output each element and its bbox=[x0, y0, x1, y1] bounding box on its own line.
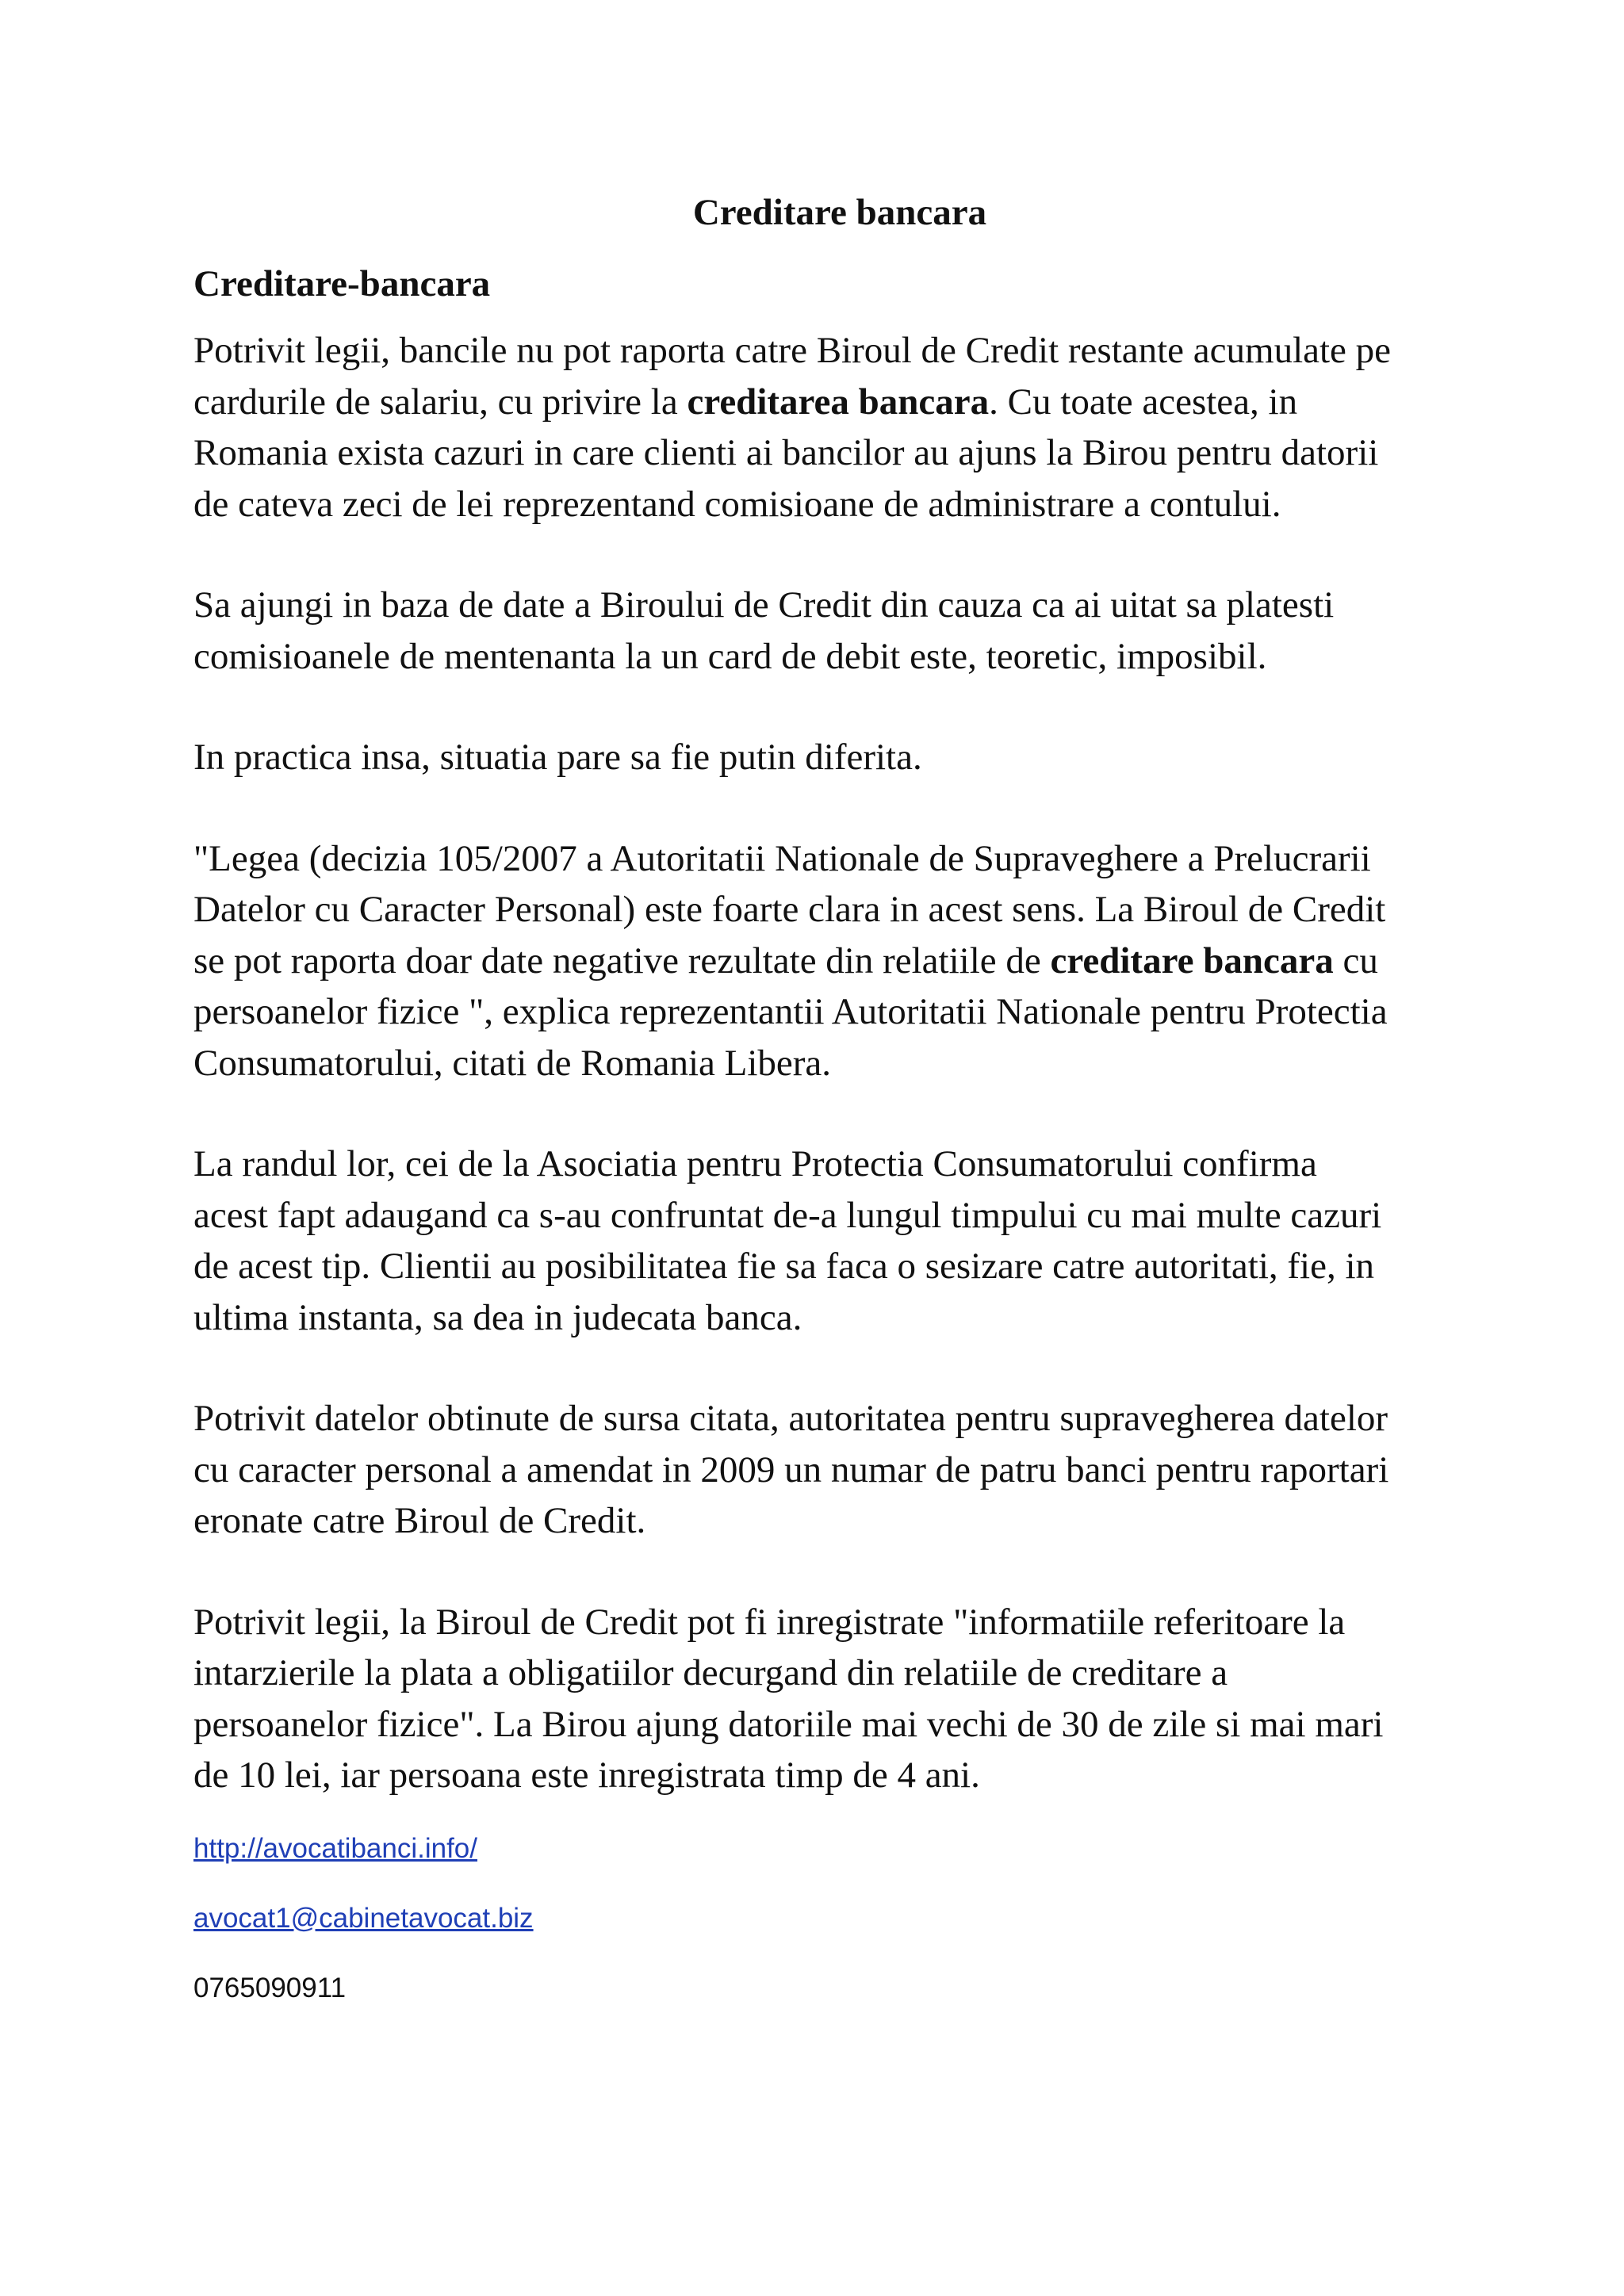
paragraph-line bbox=[193, 1241, 1462, 1292]
paragraph-list bbox=[193, 325, 1462, 1801]
text-segment: acest fapt adaugand ca s-au confruntat de-a lungul timpului cu mai multe cazuri bbox=[193, 1194, 1382, 1236]
paragraph-line bbox=[193, 936, 1462, 987]
bold-keyword: creditare bancara bbox=[1050, 939, 1334, 982]
contact-email bbox=[193, 1900, 1462, 1938]
text-segment: Romania exista cazuri in care clienti ai bancilor au ajuns la Birou pentru datorii bbox=[193, 432, 1379, 473]
text-segment: . Cu toate acestea, in bbox=[989, 381, 1298, 423]
text-segment: ultima instanta, sa dea in judecata banca. bbox=[193, 1296, 802, 1338]
paragraph-line bbox=[193, 1647, 1462, 1699]
body-paragraph bbox=[193, 580, 1462, 682]
website-link[interactable]: http://avocatibanci.info/ bbox=[193, 1832, 477, 1864]
text-segment: se pot raporta doar date negative rezultate din relatiile de bbox=[193, 939, 1051, 982]
text-segment: de cateva zeci de lei reprezentand comisioane de administrare a contului. bbox=[193, 483, 1281, 525]
paragraph-line bbox=[193, 1038, 1462, 1089]
text-segment: eronate catre Biroul de Credit. bbox=[193, 1500, 646, 1541]
paragraph-line bbox=[193, 1190, 1462, 1242]
text-segment: comisioanele de mentenanta la un card de debit este, teoretic, imposibil. bbox=[193, 635, 1267, 677]
paragraph-line bbox=[193, 580, 1462, 631]
paragraph-line bbox=[193, 1393, 1462, 1445]
paragraph-line bbox=[193, 427, 1462, 479]
paragraph-line bbox=[193, 833, 1462, 885]
bold-keyword: creditarea bancara bbox=[687, 381, 990, 423]
paragraph-line bbox=[193, 986, 1462, 1038]
paragraph-line bbox=[193, 1138, 1462, 1190]
paragraph-line bbox=[193, 884, 1462, 936]
document-content bbox=[193, 187, 1462, 2039]
text-segment: cu caracter personal a amendat in 2009 un numar de patru banci pentru raportari bbox=[193, 1448, 1389, 1490]
paragraph-line bbox=[193, 377, 1462, 428]
paragraph-line bbox=[193, 1445, 1462, 1496]
body-paragraph bbox=[193, 833, 1462, 1089]
text-segment: intarzierile la plata a obligatiilor decurgand din relatiile de creditare a bbox=[193, 1652, 1228, 1693]
text-segment: de 10 lei, iar persoana este inregistrata timp de 4 ani. bbox=[193, 1755, 980, 1796]
paragraph-line bbox=[193, 1750, 1462, 1801]
paragraph-line bbox=[193, 1495, 1462, 1547]
email-link[interactable]: avocat1@cabinetavocat.biz bbox=[193, 1902, 534, 1934]
text-segment: La randul lor, cei de la Asociatia pentru Protectia Consumatorului confirma bbox=[193, 1143, 1317, 1184]
text-segment: cardurile de salariu, cu privire la bbox=[193, 381, 688, 423]
body-paragraph bbox=[193, 1393, 1462, 1547]
text-segment: cu bbox=[1333, 939, 1378, 982]
text-segment: Potrivit legii, bancile nu pot raporta catre Biroul de Credit restante acumulate pe bbox=[193, 330, 1392, 371]
text-segment: Datelor cu Caracter Personal) este foarte clara in acest sens. La Biroul de Credit bbox=[193, 889, 1386, 930]
text-segment: Sa ajungi in baza de date a Biroului de Credit din cauza ca ai uitat sa platesti bbox=[193, 584, 1335, 626]
paragraph-line bbox=[193, 1699, 1462, 1751]
text-segment: persoanelor fizice ", explica reprezentantii Autoritatii Nationale pentru Protectia bbox=[193, 991, 1388, 1032]
text-segment: Consumatorului, citati de Romania Libera. bbox=[193, 1042, 832, 1084]
contact-phone: 0765090911 bbox=[193, 1972, 347, 2003]
paragraph-line bbox=[193, 631, 1462, 683]
contact-website bbox=[193, 1830, 1462, 1868]
text-segment: Potrivit datelor obtinute de sursa citata, autoritatea pentru supravegherea datelor bbox=[193, 1398, 1388, 1439]
document-subtitle: Creditare-bancara bbox=[193, 263, 491, 304]
paragraph-line bbox=[193, 325, 1462, 377]
body-paragraph bbox=[193, 732, 1462, 783]
paragraph-line bbox=[193, 732, 1462, 783]
text-segment: de acest tip. Clientii au posibilitatea fie sa faca o sesizare catre autoritati, fie, in bbox=[193, 1246, 1375, 1287]
document-title: Creditare bancara bbox=[692, 192, 987, 233]
body-paragraph bbox=[193, 1138, 1462, 1343]
text-segment: persoanelor fizice". La Birou ajung datoriile mai vechi de 30 de zile si mai mari bbox=[193, 1703, 1384, 1745]
text-segment: Potrivit legii, la Biroul de Credit pot fi inregistrate "informatiile referitoare la bbox=[193, 1601, 1346, 1643]
paragraph-line bbox=[193, 1597, 1462, 1648]
text-segment: "Legea (decizia 105/2007 a Autoritatii Nationale de Supraveghere a Prelucrarii bbox=[193, 837, 1371, 879]
body-paragraph bbox=[193, 325, 1462, 530]
paragraph-line bbox=[193, 479, 1462, 530]
body-paragraph bbox=[193, 1597, 1462, 1801]
paragraph-line bbox=[193, 1292, 1462, 1344]
text-segment: In practica insa, situatia pare sa fie putin diferita. bbox=[193, 737, 922, 778]
